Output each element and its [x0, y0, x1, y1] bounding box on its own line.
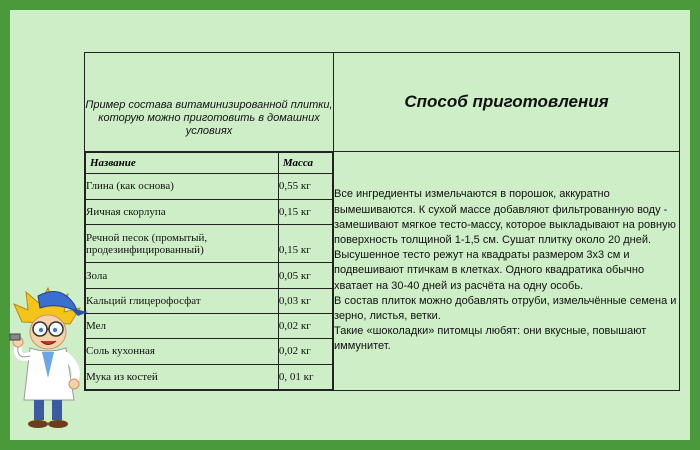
table-row — [86, 224, 333, 262]
ingredient-name: Мука из костей — [86, 364, 279, 389]
ingredients-table — [85, 152, 333, 390]
intro-caption: Пример состава витаминизированной плитки, которую можно приготовить в домашних условиях — [85, 98, 333, 137]
ingredients-cell — [85, 152, 334, 391]
ingredient-mass: 0,15 кг — [278, 199, 332, 224]
method-paragraph: В состав плиток можно добавлять отруби, измельчённые семена и зерно, листья, ветки. — [334, 294, 677, 322]
ingredient-mass: 0,03 кг — [278, 288, 332, 313]
ingredient-name: Соль кухонная — [86, 339, 279, 364]
table-row — [86, 339, 333, 364]
ingredient-name: Яичная скорлупа — [86, 199, 279, 224]
ingredient-name: Зола — [86, 263, 279, 288]
professor-mascot-icon — [8, 282, 96, 432]
table-row — [86, 174, 333, 199]
ingredient-mass: 0,15 кг — [278, 224, 332, 262]
ingredient-mass: 0,02 кг — [278, 314, 332, 339]
ingredient-mass: 0,55 кг — [278, 174, 332, 199]
ingredient-name: Речной песок (промытый, продезинфицированный) — [86, 224, 279, 262]
table-row — [86, 263, 333, 288]
ingredient-name: Кальций глицерофосфат — [86, 288, 279, 313]
column-header-mass: Масса — [278, 153, 332, 174]
table-row — [86, 364, 333, 389]
column-header-name: Название — [86, 153, 279, 174]
ingredient-mass: 0,05 кг — [278, 263, 332, 288]
method-paragraph: Все ингредиенты измельчаются в порошок, аккуратно вымешиваются. К сухой массе добавляют фильтрованную воду - замешивают мягкое тесто-массу, которое выкладывают на ровную поверхность толщиной 1-1,5 см. Сушат плитку около 20 дней. Высушенное тесто режут на квадраты размером 3х3 см и подвешивают птичкам в клетках. Одного квадратика обычно хватает на 30-40 дней из расчёта на одну особь. — [334, 188, 676, 292]
ingredient-name: Глина (как основа) — [86, 174, 279, 199]
intro-caption-cell — [85, 53, 334, 152]
method-description — [334, 152, 680, 391]
table-row — [86, 288, 333, 313]
table-row — [86, 314, 333, 339]
method-paragraph: Такие «шоколадки» питомцы любят: они вкусные, повышают иммунитет. — [334, 325, 647, 353]
method-title: Способ приготовления — [334, 53, 680, 152]
ingredient-mass: 0, 01 кг — [278, 364, 332, 389]
ingredient-name: Мел — [86, 314, 279, 339]
ingredient-mass: 0,02 кг — [278, 339, 332, 364]
recipe-table — [84, 52, 680, 391]
table-row — [86, 199, 333, 224]
